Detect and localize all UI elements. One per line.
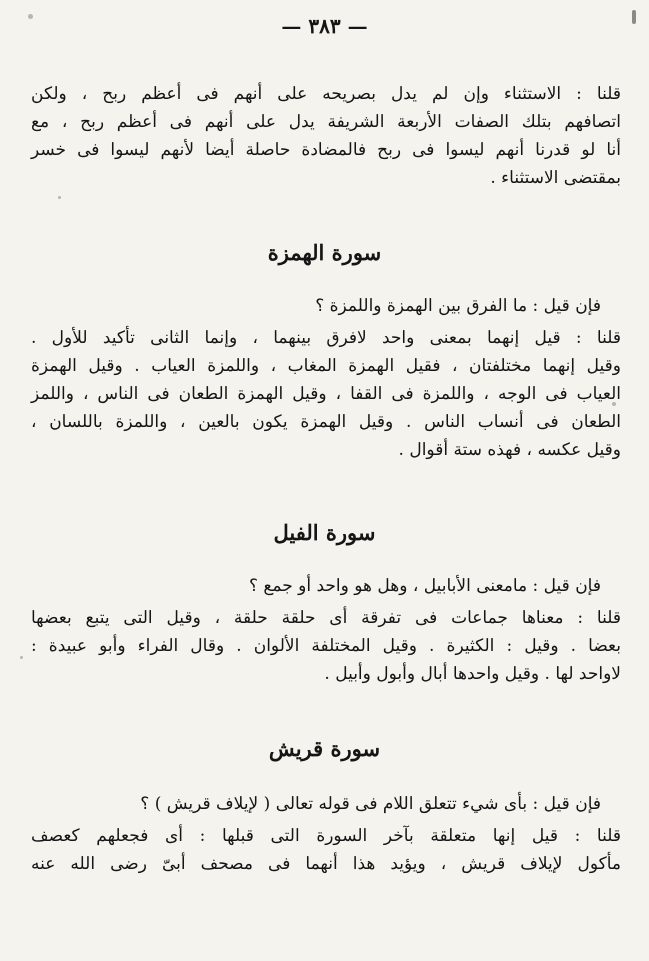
section-humaza	[31, 292, 621, 464]
text-line: العياب فى الوجه ، واللمزة فى القفا ، وقيل الهمزة الطعان فى الناس ، واللمز	[31, 384, 621, 404]
text-line: مأكول لإيلاف قريش ، ويؤيد هذا أنهما فى مصحف أبىّ رضى الله عنه	[31, 854, 621, 874]
section-fil	[31, 572, 621, 688]
text-line: لاواحد لها . وقيل واحدها أبال وأبول وأبيل .	[324, 664, 621, 684]
text-line: قلنا : معناها جماعات فى تفرقة أى حلقة حلقة ، وقيل التى يتبع بعضها	[31, 608, 621, 628]
scan-speck	[20, 656, 23, 659]
text-line: وقيل إنهما مختلفتان ، فقيل الهمزة المغاب ، واللمزة العياب . وقيل الهمزة	[31, 356, 621, 376]
text-line: أنا لو قدرنا أنهم ليسوا فى ربح فالمضادة حاصلة أيضا لأنهم ليسوا فى خسر	[31, 140, 621, 160]
question-line: فإن قيل : ما الفرق بين الهمزة واللمزة ؟	[315, 296, 601, 316]
text-line: قلنا : الاستثناء وإن لم يدل بصريحه على أنهم فى أعظم ربح ، ولكن	[31, 84, 621, 104]
section-quraysh	[31, 790, 621, 878]
scan-speck	[632, 10, 636, 24]
text-line: الطعان فى أنساب الناس . وقيل الهمزة يكون بالعين ، واللمزة باللسان ،	[31, 412, 621, 432]
section-heading-quraysh: سورة قريش	[268, 736, 381, 761]
scan-speck	[612, 402, 616, 406]
section-heading-fil: سورة الفيل	[273, 520, 376, 545]
text-line: بمقتضى الاستثناء .	[490, 168, 621, 188]
text-line: وقيل عكسه ، فهذه ستة أقوال .	[398, 440, 621, 460]
page-number: — ٣٨٣ —	[281, 14, 368, 38]
text-line: قلنا : قيل إنهما بمعنى واحد لافرق بينهما ، وإنما الثانى تأكيد للأول .	[31, 328, 621, 348]
section-heading-humaza: سورة الهمزة	[267, 240, 382, 265]
scan-speck	[28, 14, 33, 19]
text-line: قلنا : قيل إنها متعلقة بآخر السورة التى قبلها : أى فجعلهم كعصف	[31, 826, 621, 846]
question-line: فإن قيل : مامعنى الأبابيل ، وهل هو واحد أو جمع ؟	[248, 576, 601, 596]
text-line: بعضا . وقيل : الكثيرة . وقيل المختلفة الألوان . وقال الفراء وأبو عبيدة :	[31, 636, 621, 656]
paragraph-continuation	[31, 80, 621, 192]
question-line: فإن قيل : بأى شيء تتعلق اللام فى قوله تعالى ( لإيلاف قريش ) ؟	[140, 794, 601, 814]
scan-speck	[58, 196, 61, 199]
text-line: اتصافهم بتلك الصفات الأربعة الشريفة يدل على أنهم فى أعظم ربح ، مع	[31, 112, 621, 132]
